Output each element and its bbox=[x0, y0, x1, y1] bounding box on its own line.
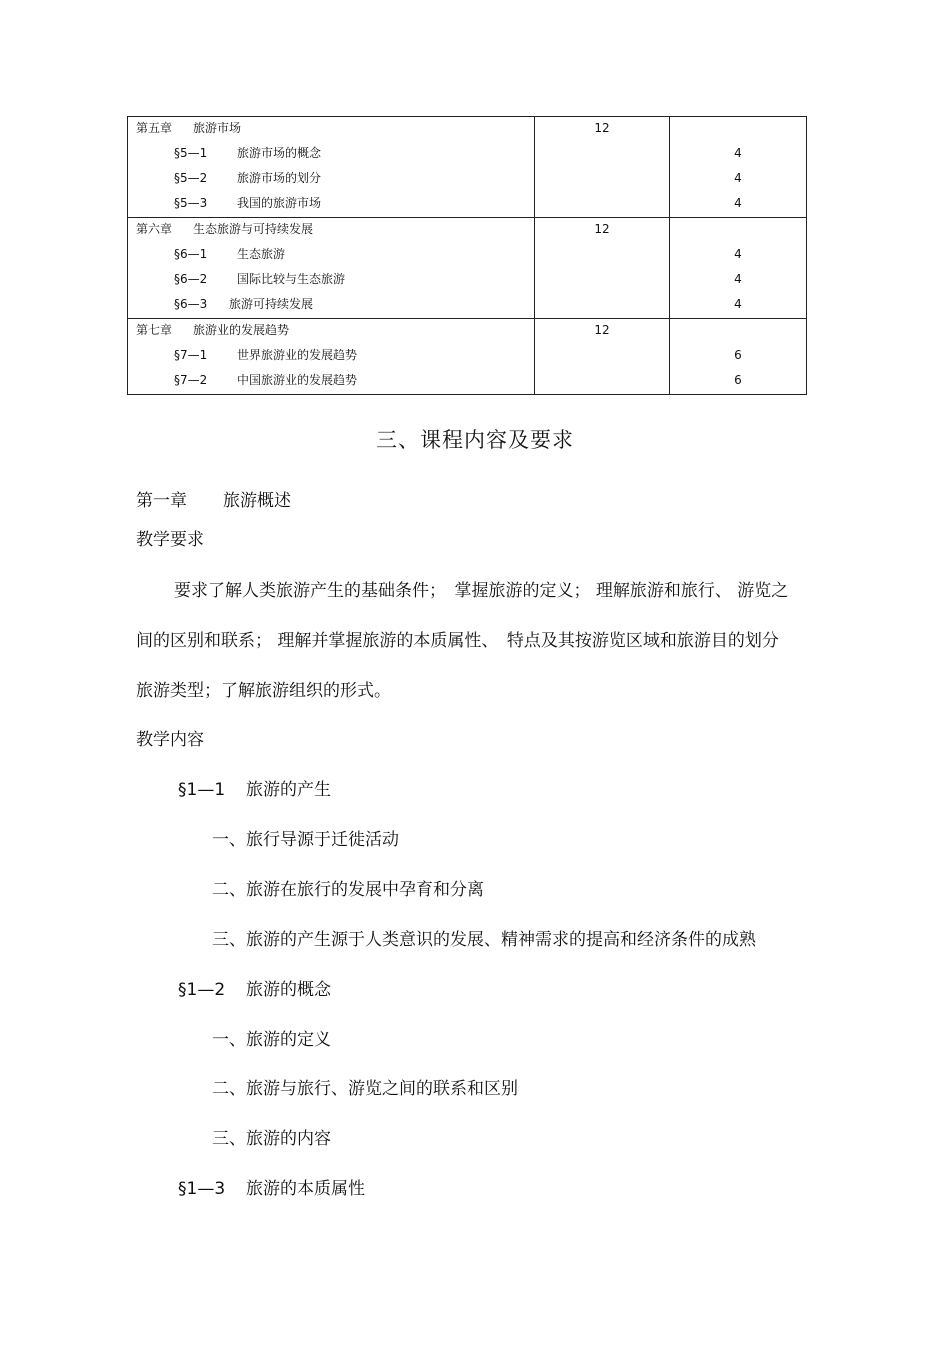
section-hours: 6 bbox=[670, 344, 807, 369]
content-item: 二、旅游在旅行的发展中孕育和分离 bbox=[212, 880, 484, 900]
section-code: §6—2 bbox=[174, 272, 208, 286]
content-item: 二、旅游与旅行、游览之间的联系和区别 bbox=[212, 1079, 518, 1099]
section-hours: 4 bbox=[670, 243, 807, 268]
section-code: §7—1 bbox=[174, 348, 208, 362]
content-section-code: §1—3 bbox=[178, 1179, 226, 1199]
chapter-heading-title: 旅游概述 bbox=[223, 491, 291, 511]
section-hours: 4 bbox=[670, 192, 807, 218]
section-code: §7—2 bbox=[174, 373, 208, 387]
teaching-content-label: 教学内容 bbox=[136, 730, 204, 750]
section-title: 我国的旅游市场 bbox=[237, 196, 322, 210]
chapter-hours: 12 bbox=[535, 218, 670, 244]
table-row-section bbox=[128, 167, 807, 192]
section-title: 中国旅游业的发展趋势 bbox=[237, 373, 358, 387]
section-code: §6—3 bbox=[174, 297, 208, 311]
chapter-code: 第五章 bbox=[136, 121, 173, 135]
content-section-code: §1—1 bbox=[178, 780, 226, 800]
section-title: 生态旅游 bbox=[237, 247, 286, 261]
content-section-title: 旅游的本质属性 bbox=[246, 1179, 365, 1199]
table-row-section bbox=[128, 369, 807, 395]
section-code: §5—1 bbox=[174, 146, 208, 160]
section-title: 旅游市场的概念 bbox=[237, 146, 322, 160]
chapter-heading bbox=[136, 486, 291, 511]
section-hours: 6 bbox=[670, 369, 807, 395]
chapter-title: 旅游业的发展趋势 bbox=[193, 323, 290, 337]
requirements-line: 间的区别和联系； 理解并掌握旅游的本质属性、 特点及其按游览区域和旅游目的划分 bbox=[136, 631, 779, 651]
table-row-chapter bbox=[128, 218, 807, 244]
section-code: §5—2 bbox=[174, 171, 208, 185]
chapter-hours: 12 bbox=[535, 117, 670, 143]
section-title: 旅游可持续发展 bbox=[229, 297, 314, 311]
section-code: §5—3 bbox=[174, 196, 208, 210]
content-section-heading bbox=[178, 1174, 365, 1199]
table-row-section bbox=[128, 344, 807, 369]
content-section-code: §1—2 bbox=[178, 980, 226, 1000]
teaching-requirements-label: 教学要求 bbox=[136, 530, 204, 550]
requirements-line: 旅游类型；了解旅游组织的形式。 bbox=[136, 681, 391, 701]
section-hours: 4 bbox=[670, 167, 807, 192]
table-row-section bbox=[128, 192, 807, 218]
section-hours: 4 bbox=[670, 268, 807, 293]
content-section-heading bbox=[178, 775, 331, 800]
content-section-heading bbox=[178, 975, 331, 1000]
content-item: 一、旅行导源于迁徙活动 bbox=[212, 830, 399, 850]
table-row-section bbox=[128, 142, 807, 167]
content-item: 一、旅游的定义 bbox=[212, 1030, 331, 1050]
section-code: §6—1 bbox=[174, 247, 208, 261]
chapter-code: 第七章 bbox=[136, 323, 173, 337]
class-hours-table bbox=[127, 116, 807, 395]
chapter-title: 生态旅游与可持续发展 bbox=[193, 222, 314, 236]
chapter-heading-code: 第一章 bbox=[136, 491, 187, 511]
section-title: 旅游市场的划分 bbox=[237, 171, 322, 185]
table-row-section bbox=[128, 243, 807, 268]
table-row-section bbox=[128, 293, 807, 319]
content-section-title: 旅游的概念 bbox=[246, 980, 331, 1000]
content-section-title: 旅游的产生 bbox=[246, 780, 331, 800]
table-row-section bbox=[128, 268, 807, 293]
section-heading: 三、课程内容及要求 bbox=[376, 428, 574, 452]
content-item: 三、旅游的产生源于人类意识的发展、精神需求的提高和经济条件的成熟 bbox=[212, 930, 756, 950]
requirements-line: 要求了解人类旅游产生的基础条件； 掌握旅游的定义； 理解旅游和旅行、 游览之 bbox=[174, 581, 789, 601]
table-row-chapter bbox=[128, 117, 807, 143]
content-item: 三、旅游的内容 bbox=[212, 1129, 331, 1149]
chapter-hours: 12 bbox=[535, 319, 670, 345]
section-title: 国际比较与生态旅游 bbox=[237, 272, 346, 286]
chapter-code: 第六章 bbox=[136, 222, 173, 236]
section-title: 世界旅游业的发展趋势 bbox=[237, 348, 358, 362]
chapter-title: 旅游市场 bbox=[193, 121, 242, 135]
table-row-chapter bbox=[128, 319, 807, 345]
section-hours: 4 bbox=[670, 293, 807, 319]
section-hours: 4 bbox=[670, 142, 807, 167]
